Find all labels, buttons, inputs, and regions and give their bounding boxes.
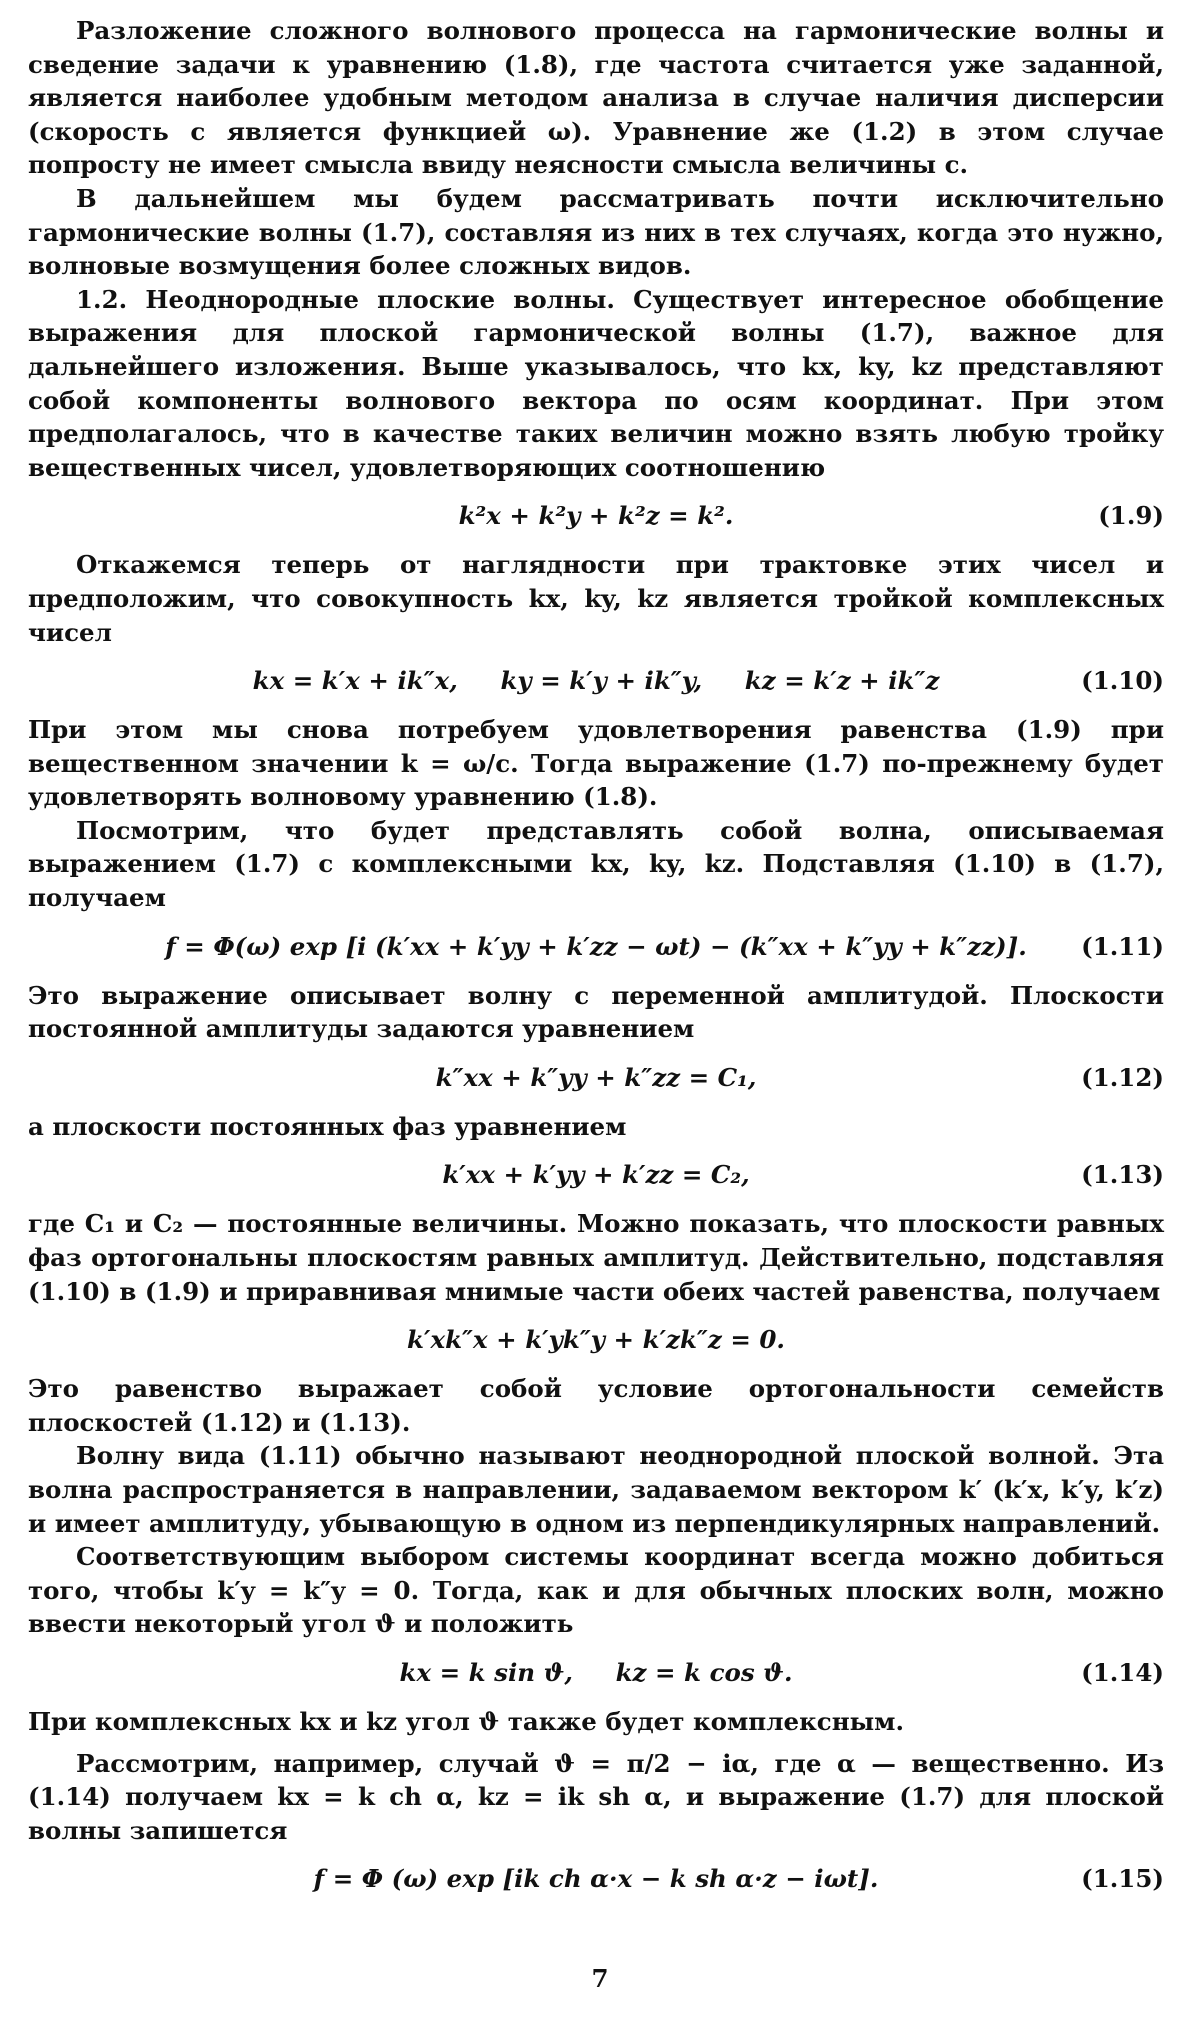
equation-1-13-number: (1.13) [1081, 1160, 1164, 1190]
equation-orthogonality-body: k′xk″x + k′yk″y + k′zk″z = 0. [407, 1325, 785, 1355]
equation-orthogonality [28, 1320, 1164, 1360]
equation-1-10 [28, 661, 1164, 701]
paragraph-13: При комплексных kx и kz угол ϑ также будет комплексным. [28, 1706, 904, 1736]
equation-1-11 [28, 927, 1164, 967]
equation-1-14 [28, 1653, 1164, 1693]
equation-1-12-body: k″xx + k″yy + k″zz = C₁, [435, 1062, 757, 1092]
paragraph-1: Разложение сложного волнового процесса на гармонические волны и сведение задачи к уравнению (1.8), где частота считается уже заданной, является наиболее удобным методом анализа в случае наличия дисперсии (скорость c является функцией ω). Уравнение же (1.2) в этом случае попросту не имеет смысла ввиду неясности смысла величины c. [28, 16, 1164, 180]
equation-1-15-number: (1.15) [1081, 1864, 1164, 1894]
paragraph-7: Это выражение описывает волну с переменной амплитудой. Плоскости постоянной амплитуды задаются уравнением [28, 980, 1164, 1044]
equation-1-15-body: f = Φ (ω) exp [ik ch α·x − k sh α·z − iωt]. [313, 1864, 879, 1894]
paragraph-11: Волну вида (1.11) обычно называют неоднородной плоской волной. Эта волна распространяется в направлении, задаваемом вектором k′ (k′x, k′y, k′z) и имеет амплитуду, убывающую в одном из перпендикулярных направлений. [28, 1441, 1164, 1538]
paragraph-4: Откажемся теперь от наглядности при трактовке этих чисел и предположим, что совокупность kx, ky, kz является тройкой комплексных чисел [28, 550, 1164, 647]
paragraph-8: а плоскости постоянных фаз уравнением [28, 1111, 627, 1141]
equation-1-13 [28, 1155, 1164, 1195]
paragraph-5: При этом мы снова потребуем удовлетворения равенства (1.9) при вещественном значении k = ω/c. Тогда выражение (1.7) по-прежнему будет удовлетворять волновому уравнению (1.8). [28, 715, 1164, 812]
paragraph-9: где C₁ и C₂ — постоянные величины. Можно показать, что плоскости равных фаз ортогональны плоскостям равных амплитуд. Действительно, подставляя (1.10) в (1.9) и приравнивая мнимые части обеих частей равенства, получаем [28, 1209, 1164, 1306]
equation-1-15 [28, 1859, 1164, 1899]
paragraph-6: Посмотрим, что будет представлять собой волна, описываемая выражением (1.7) с комплексными kx, ky, kz. Подставляя (1.10) в (1.7), получаем [28, 815, 1164, 913]
equation-1-10-body: kx = k′x + ik″x, ky = k′y + ik″y, kz = k′z + ik″z [252, 666, 940, 696]
equation-1-9-body: k²x + k²y + k²z = k². [458, 501, 734, 531]
equation-1-11-body: f = Φ(ω) exp [i (k′xx + k′yy + k′zz − ωt) − (k″xx + k″yy + k″zz)]. [165, 931, 1027, 961]
equation-1-13-body: k′xx + k′yy + k′zz = C₂, [442, 1160, 750, 1190]
equation-1-9-number: (1.9) [1098, 501, 1164, 531]
equation-1-11-number: (1.11) [1081, 931, 1164, 961]
equation-1-9 [28, 496, 1164, 536]
equation-1-10-number: (1.10) [1081, 666, 1164, 696]
paragraph-3: 1.2. Неоднородные плоские волны. Существует интересное обобщение выражения для плоской гармонической волны (1.7), важное для дальнейшего изложения. Выше указывалось, что kx, ky, kz представляют собой компоненты волнового вектора по осям координат. При этом предполагалось, что в качестве таких величин можно взять любую тройку вещественных чисел, удовлетворяющих соотношению [28, 284, 1164, 482]
equation-1-12-number: (1.12) [1081, 1062, 1164, 1092]
page-number: 7 [591, 1964, 609, 1993]
paragraph-12: Соответствующим выбором системы координат всегда можно добиться того, чтобы k′y = k″y = 0. Тогда, как и для обычных плоских волн, можно ввести некоторый угол ϑ и положить [28, 1542, 1164, 1639]
equation-1-12 [28, 1058, 1164, 1098]
paragraph-10: Это равенство выражает собой условие ортогональности семейств плоскостей (1.12) и (1.13). [28, 1374, 1164, 1437]
paragraph-2: В дальнейшем мы будем рассматривать почти исключительно гармонические волны (1.7), составляя из них в тех случаях, когда это нужно, волновые возмущения более сложных видов. [28, 183, 1164, 281]
equation-1-14-number: (1.14) [1081, 1657, 1164, 1687]
equation-1-14-body: kx = k sin ϑ, kz = k cos ϑ. [399, 1657, 793, 1687]
paragraph-14: Рассмотрим, например, случай ϑ = π/2 − iα, где α — вещественно. Из (1.14) получаем kx = k ch α, kz = ik sh α, и выражение (1.7) для плоской волны запишется [28, 1748, 1164, 1845]
